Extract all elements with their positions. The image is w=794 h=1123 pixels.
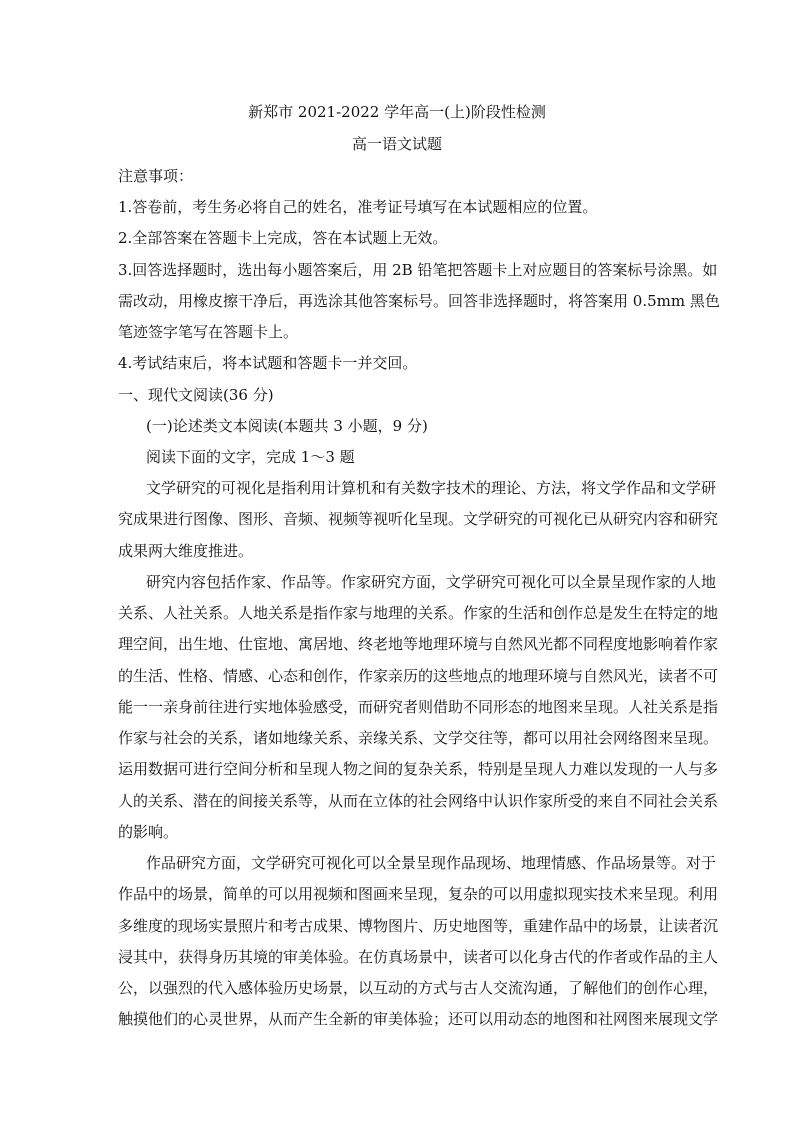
paragraph-3-line-3: 多维度的现场实景照片和考古成果、博物图片、历史地图等，重建作品中的场景，让读者沉	[118, 917, 719, 935]
notice-item-1: 1.答卷前，考生务必将自己的姓名，准考证号填写在本试题相应的位置。	[118, 198, 598, 216]
notice-heading: 注意事项：	[118, 167, 194, 185]
paragraph-2-line-5: 能一一亲身前往进行实地体验感受，而研究者则借助不同形态的地图来呈现。人社关系是指	[118, 698, 719, 716]
notice-item-4: 4.考试结束后，将本试题和答题卡一并交回。	[118, 354, 418, 372]
paragraph-1-line-3: 成果两大维度推进。	[118, 542, 254, 560]
paragraph-3-line-2: 作品中的场景，简单的可以用视频和图画来呈现，复杂的可以用虚拟现实技术来呈现。利用	[118, 885, 719, 903]
notice-item-3-line-1: 3.回答选择题时，选出每小题答案后，用 2B 铅笔把答题卡上对应题目的答案标号涂黑。如	[118, 261, 718, 279]
notice-item-2: 2.全部答案在答题卡上完成，答在本试题上无效。	[118, 229, 448, 247]
paragraph-2-line-9: 的影响。	[118, 823, 179, 841]
paragraph-1-line-1: 文学研究的可视化是指利用计算机和有关数字技术的理论、方法，将文学作品和文学研	[146, 479, 717, 497]
paragraph-2-line-2: 关系、人社关系。人地关系是指作家与地理的关系。作家的生活和创作总是发生在特定的地	[118, 604, 719, 622]
section-heading: 一、现代文阅读(36 分)	[118, 386, 274, 404]
paragraph-3-line-4: 浸其中，获得身历其境的审美体验。在仿真场景中，读者可以化身古代的作者或作品的主人	[118, 948, 719, 966]
paragraph-3-line-6: 触摸他们的心灵世界，从而产生全新的审美体验；还可以用动态的地图和社网图来展现文学	[118, 1010, 719, 1028]
document-subtitle: 高一语文试题	[351, 135, 442, 153]
paragraph-1-line-2: 究成果进行图像、图形、音频、视频等视听化呈现。文学研究的可视化已从研究内容和研究	[118, 510, 719, 528]
paragraph-2-line-1: 研究内容包括作家、作品等。作家研究方面，文学研究可视化可以全景呈现作家的人地	[146, 573, 717, 591]
reading-instruction: 阅读下面的文字，完成 1～3 题	[146, 448, 355, 466]
paragraph-2-line-8: 人的关系、潜在的间接关系等，从而在立体的社会网络中认识作家所受的来自不同社会关系	[118, 792, 719, 810]
subsection-heading: (一)论述类文本阅读(本题共 3 小题，9 分)	[146, 417, 428, 435]
paragraph-3-line-5: 公，以强烈的代入感体验历史场景，以互动的方式与古人交流沟通，了解他们的创作心理，	[118, 979, 719, 997]
paragraph-2-line-3: 理空间，出生地、仕宦地、寓居地、终老地等地理环境与自然风光都不同程度地影响着作家	[118, 635, 719, 653]
paragraph-2-line-6: 作家与社会的关系，诸如地缘关系、亲缘关系、文学交往等，都可以用社会网络图来呈现。	[118, 729, 719, 747]
notice-item-3-line-3: 笔迹签字笔写在答题卡上。	[118, 323, 299, 341]
paragraph-3-line-1: 作品研究方面，文学研究可视化可以全景呈现作品现场、地理情感、作品场景等。对于	[146, 854, 717, 872]
document-title: 新郑市 2021-2022 学年高一(上)阶段性检测	[248, 103, 546, 121]
paragraph-2-line-7: 运用数据可进行空间分析和呈现人物之间的复杂关系，特别是呈现人力难以发现的一人与多	[118, 760, 719, 778]
notice-item-3-line-2: 需改动，用橡皮擦干净后，再选涂其他答案标号。回答非选择题时，将答案用 0.5mm 黑色	[118, 292, 720, 310]
paragraph-2-line-4: 的生活、性格、情感、心态和创作，作家亲历的这些地点的地理环境与自然风光，读者不可	[118, 667, 719, 685]
